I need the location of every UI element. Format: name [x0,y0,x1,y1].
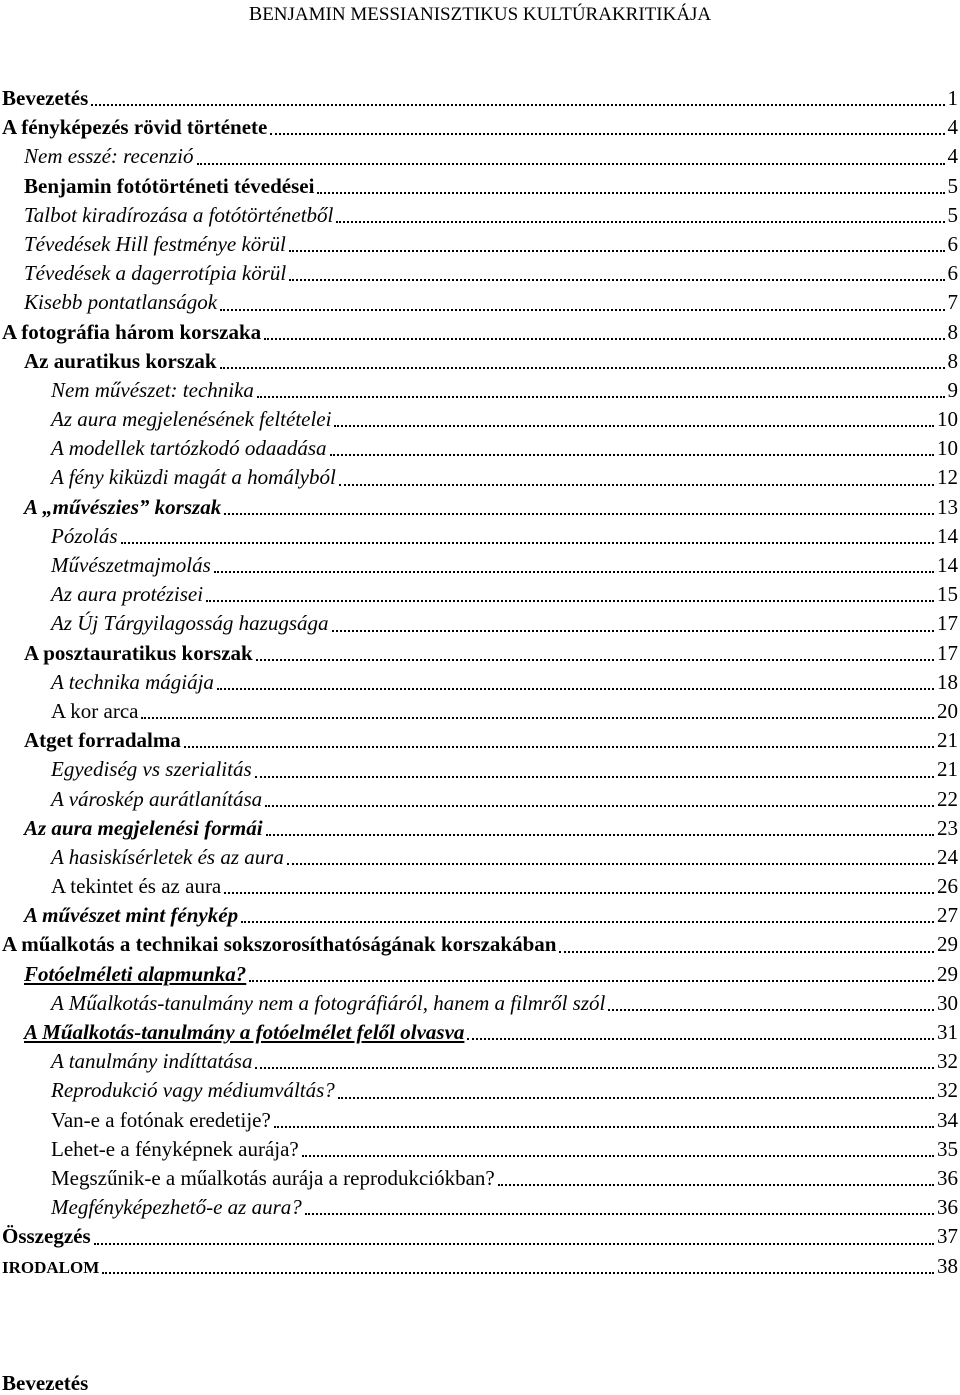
toc-entry[interactable] [0,288,960,317]
toc-entry-title: A fény kiküzdi magát a homályból [51,465,336,490]
toc-entry-title: Benjamin fotótörténeti tévedései [24,173,315,198]
toc-entry[interactable] [0,697,960,726]
toc-entry[interactable] [0,930,960,959]
toc-entry[interactable] [0,1193,960,1222]
toc-dot-leader [206,600,934,602]
toc-entry-page: 32 [937,1049,958,1074]
toc-entry-page: 5 [947,173,958,198]
toc-entry-page: 26 [937,874,958,899]
toc-dot-leader [224,513,934,515]
toc-entry-page: 27 [937,903,958,928]
toc-entry[interactable] [0,1252,960,1281]
toc-dot-leader [241,921,934,923]
toc-entry-title: Az Új Tárgyilagosság hazugsága [51,611,329,636]
toc-entry[interactable] [0,1047,960,1076]
toc-entry-page: 36 [937,1165,958,1190]
toc-entry[interactable] [0,113,960,142]
toc-entry[interactable] [0,84,960,113]
toc-entry-page: 7 [947,290,958,315]
toc-entry-title: Az aura megjelenési formái [24,815,263,840]
toc-entry-title: A Műalkotás-tanulmány a fotóelmélet felől olvasva [24,1020,465,1044]
toc-entry[interactable] [0,201,960,230]
toc-entry-page: 5 [947,202,958,227]
header-title-rest: ENJAMIN MESSIANISZTIKUS KULTÚRAKRITIKÁJA [262,4,712,25]
section-heading: Bevezetés [2,1371,89,1395]
toc-entry-page: 35 [937,1136,958,1161]
toc-entry[interactable] [0,493,960,522]
toc-entry-page: 6 [947,231,958,256]
toc-dot-leader [256,659,934,661]
toc-dot-leader [270,133,944,135]
header-first-letter: B [248,3,263,25]
toc-entry[interactable] [0,1135,960,1164]
toc-entry[interactable] [0,785,960,814]
toc-entry-page: 10 [937,436,958,461]
toc-entry-title: A hasiskísérletek és az aura [51,844,284,869]
toc-entry-page: 36 [937,1195,958,1220]
toc-entry-page: 14 [937,523,958,548]
toc-entry-page: 32 [937,1078,958,1103]
toc-dot-leader [559,951,934,953]
toc-entry-title: Lehet-e a fényképnek aurája? [51,1136,299,1161]
toc-entry-page: 4 [947,115,958,140]
toc-entry[interactable] [0,755,960,784]
toc-dot-leader [498,1184,934,1186]
toc-entry[interactable] [0,843,960,872]
toc-entry-page: 22 [937,786,958,811]
toc-dot-leader [257,396,945,398]
toc-entry-page: 4 [947,144,958,169]
toc-entry[interactable] [0,668,960,697]
toc-entry-title: Összegzés [2,1224,91,1249]
toc-entry-title: A tekintet és az aura [51,874,222,899]
toc-entry-page: 1 [947,86,958,110]
toc-entry-title: A Műalkotás-tanulmány nem a fotográfiáról, hanem a filmről szól [51,990,606,1015]
toc-entry-title: Van-e a fotónak eredetije? [51,1107,271,1132]
toc-entry[interactable] [0,172,960,201]
toc-entry[interactable] [0,960,960,989]
toc-entry[interactable] [0,347,960,376]
toc-entry-page: 38 [937,1253,958,1278]
toc-entry-title: Talbot kiradírozása a fotótörténetből [24,202,334,227]
toc-entry[interactable] [0,522,960,551]
toc-entry-page: 17 [937,640,958,665]
toc-entry-page: 21 [937,728,958,753]
toc-dot-leader [264,338,944,340]
toc-entry-title: A „művészies” korszak [24,494,222,519]
toc-entry[interactable] [0,609,960,638]
toc-dot-leader [102,1272,934,1274]
toc-entry-page: 30 [937,990,958,1015]
toc-dot-leader [336,221,944,223]
toc-entry[interactable] [0,230,960,259]
toc-entry-title: Fotóelméleti alapmunka? [24,961,247,986]
toc-entry-page: 18 [937,669,958,694]
toc-dot-leader [214,571,934,573]
toc-entry[interactable] [0,989,960,1018]
toc-entry-title: Bevezetés [2,86,89,110]
toc-entry-title: A technika mágiája [51,669,214,694]
toc-entry[interactable] [0,142,960,171]
toc-entry-title: A modellek tartózkodó odaadása [51,436,327,461]
toc-entry[interactable] [0,1164,960,1193]
page-header [0,2,960,26]
table-of-contents [0,84,960,1281]
toc-dot-leader [302,1155,934,1157]
toc-entry-title: A művészet mint fénykép [24,903,239,928]
toc-entry[interactable] [0,901,960,930]
toc-entry-title: Pózolás [51,523,118,548]
toc-dot-leader [274,1126,934,1128]
toc-entry-page: 20 [937,698,958,723]
toc-entry-title: A műalkotás a technikai sokszorosíthatóságának korszakában [2,932,557,957]
toc-entry-page: 37 [937,1224,958,1249]
toc-entry[interactable] [0,551,960,580]
toc-entry[interactable] [0,639,960,668]
toc-entry-title: Nem esszé: recenzió [24,144,194,169]
toc-entry[interactable] [0,259,960,288]
toc-entry-title: A posztauratikus korszak [24,640,253,665]
toc-entry-page: 29 [937,932,958,957]
toc-entry-page: 10 [937,407,958,432]
toc-dot-leader [224,892,934,894]
toc-entry-title: Kisebb pontatlanságok [24,290,218,315]
toc-dot-leader [330,454,934,456]
toc-entry-page: 13 [937,494,958,519]
toc-entry-title: Tévedések a dagerrotípia körül [24,261,287,286]
toc-entry[interactable] [0,463,960,492]
toc-entry-page: 21 [937,757,958,782]
toc-dot-leader [220,309,944,311]
toc-entry[interactable] [0,434,960,463]
toc-entry[interactable] [0,726,960,755]
toc-entry-title: IRODALOM [2,1257,100,1277]
toc-entry-page: 9 [947,377,958,402]
toc-entry-title: Megfényképezhető-e az aura? [51,1195,302,1220]
toc-dot-leader [467,1038,934,1040]
toc-entry[interactable] [0,1076,960,1105]
toc-entry-page: 8 [947,348,958,373]
toc-dot-leader [255,776,934,778]
toc-entry-title: A fotográfia három korszaka [2,319,262,344]
toc-entry-title: Megszűnik-e a műalkotás aurája a reprodukciókban? [51,1165,495,1190]
toc-dot-leader [121,542,934,544]
toc-entry-title: A tanulmány indíttatása [51,1049,253,1074]
toc-entry[interactable] [0,1106,960,1135]
toc-entry[interactable] [0,580,960,609]
toc-dot-leader [305,1213,934,1215]
toc-entry[interactable] [0,814,960,843]
toc-entry-page: 15 [937,582,958,607]
toc-entry-page: 24 [937,844,958,869]
toc-entry-title: Az auratikus korszak [24,348,217,373]
toc-entry-page: 34 [937,1107,958,1132]
toc-entry[interactable] [0,1018,960,1047]
toc-entry-page: 14 [937,553,958,577]
toc-entry-page: 8 [947,319,958,344]
toc-dot-leader [334,425,934,427]
toc-entry-page: 31 [937,1020,958,1044]
toc-entry-title: Művészetmajmolás [51,553,211,577]
toc-entry-title: A kor arca [51,698,139,723]
toc-dot-leader [287,863,934,865]
toc-entry-title: Az aura megjelenésének feltételei [51,407,332,432]
toc-entry-title: A városkép aurátlanítása [51,786,263,811]
toc-dot-leader [289,250,945,252]
toc-entry[interactable] [0,318,960,347]
toc-entry[interactable] [0,376,960,405]
toc-dot-leader [332,630,934,632]
toc-entry-title: Az aura protézisei [51,582,204,607]
toc-entry-page: 29 [937,961,958,986]
toc-entry-title: Atget forradalma [24,728,181,753]
toc-dot-leader [339,484,934,486]
toc-dot-leader [265,805,934,807]
toc-dot-leader [266,834,934,836]
toc-entry-title: Nem művészet: technika [51,377,254,402]
toc-entry[interactable] [0,1222,960,1251]
toc-dot-leader [94,1243,934,1245]
toc-entry-page: 23 [937,815,958,840]
toc-entry-title: Egyediség vs szerialitás [51,757,252,782]
toc-dot-leader [289,279,944,281]
toc-entry-page: 6 [947,261,958,286]
toc-dot-leader [255,1067,934,1069]
toc-dot-leader [197,163,945,165]
toc-entry-title: Reprodukció vagy médiumváltás? [51,1078,335,1103]
toc-entry[interactable] [0,872,960,901]
toc-entry-title: A fényképezés rövid története [2,115,268,140]
toc-dot-leader [249,980,934,982]
toc-dot-leader [338,1097,934,1099]
toc-entry-page: 17 [937,611,958,636]
toc-dot-leader [91,104,944,106]
toc-dot-leader [217,688,934,690]
toc-entry-page: 12 [937,465,958,490]
toc-dot-leader [317,192,944,194]
toc-dot-leader [608,1009,934,1011]
toc-entry[interactable] [0,405,960,434]
toc-dot-leader [141,717,934,719]
toc-dot-leader [184,746,934,748]
toc-dot-leader [220,367,945,369]
toc-entry-title: Tévedések Hill festménye körül [24,231,286,256]
